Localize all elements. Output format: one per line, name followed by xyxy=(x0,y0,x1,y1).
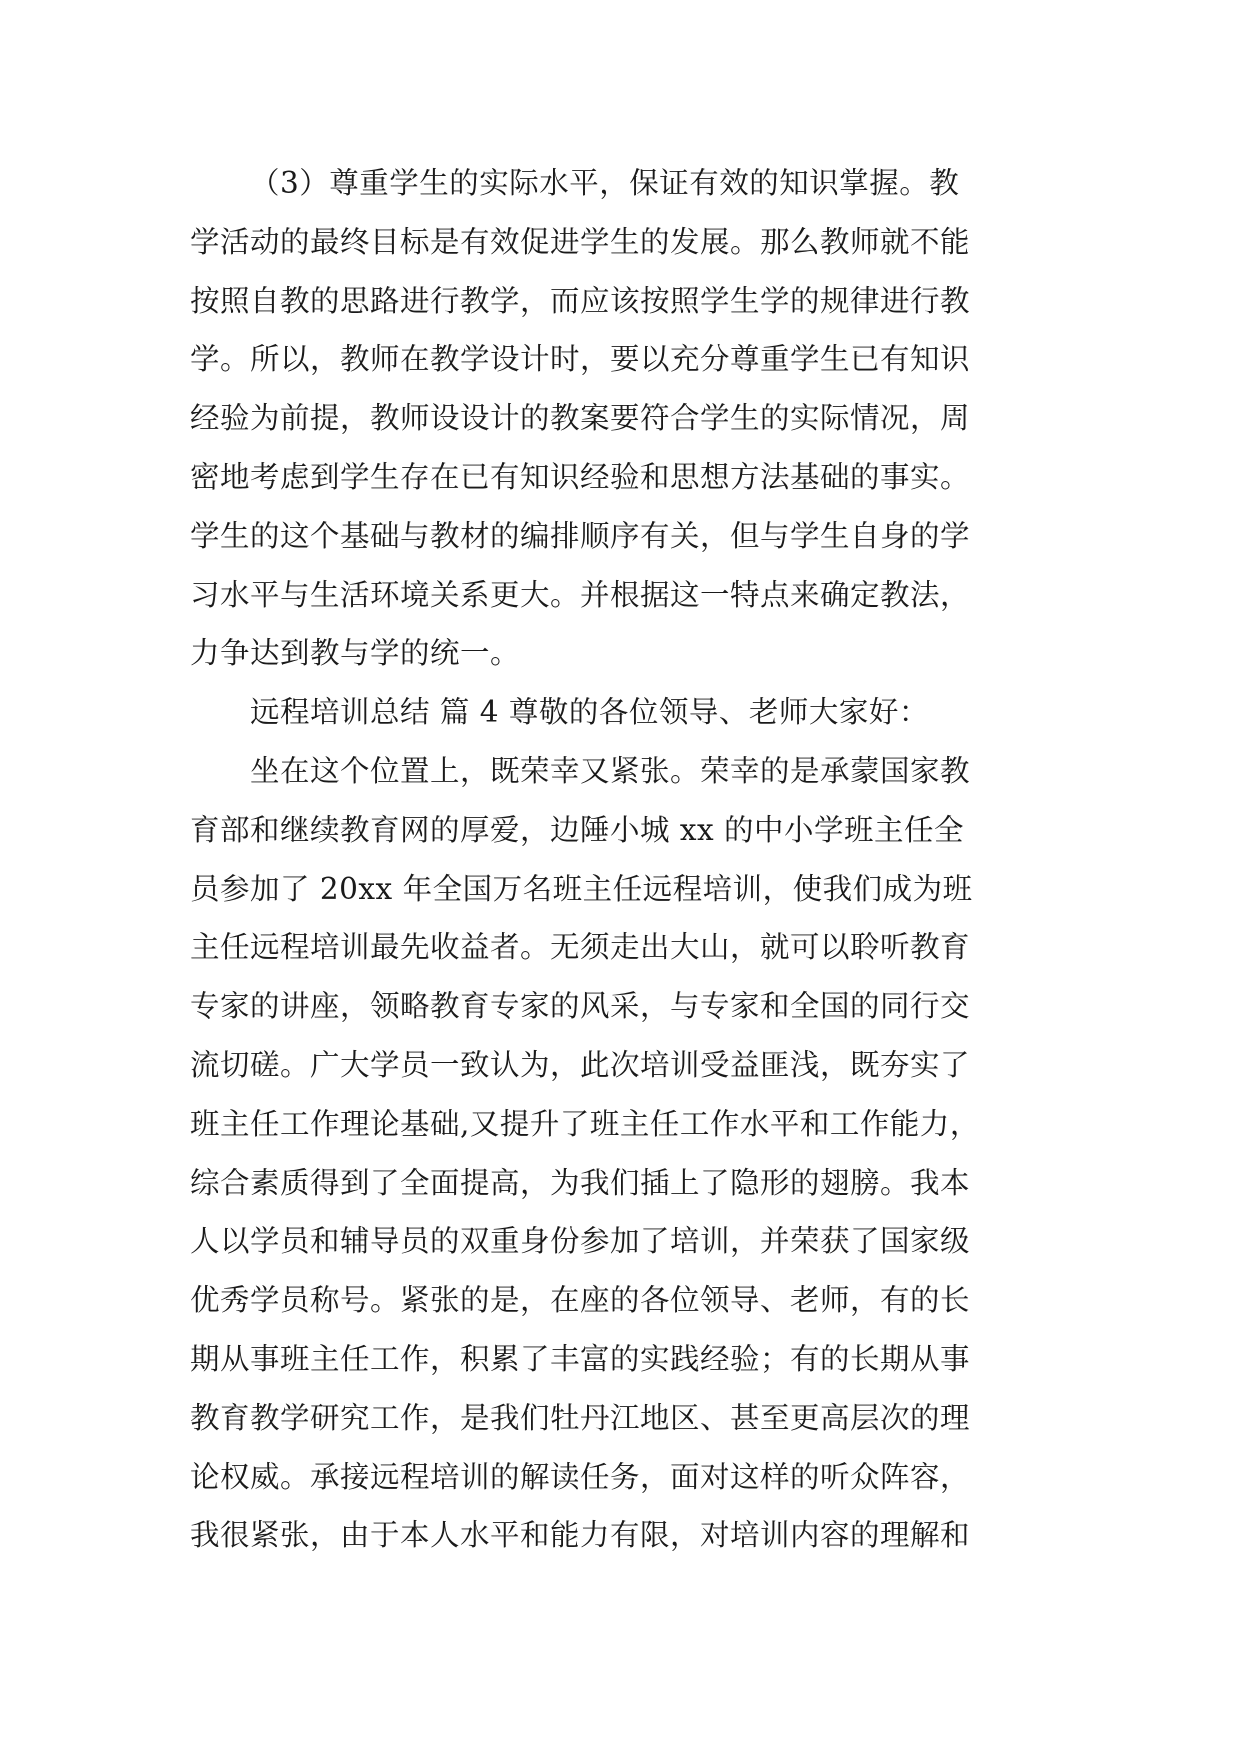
text-line: （3）尊重学生的实际水平，保证有效的知识掌握。教 xyxy=(250,166,960,200)
text-line: 习水平与生活环境关系更大。并根据这一特点来确定教法， xyxy=(190,577,971,612)
text-line: 学。所以，教师在教学设计时，要以充分尊重学生已有知识 xyxy=(190,342,971,377)
text-line: 育部和继续教育网的厚爱，边陲小城 xx 的中小学班主任全 xyxy=(190,812,965,847)
text-line: 密地考虑到学生存在已有知识经验和思想方法基础的事实。 xyxy=(190,459,971,494)
text-line: 力争达到教与学的统一。 xyxy=(190,636,521,671)
text-line: 流切磋。广大学员一致认为，此次培训受益匪浅，既夯实了 xyxy=(190,1047,971,1082)
text-line: 坐在这个位置上，既荣幸又紧张。荣幸的是承蒙国家教 xyxy=(250,753,971,788)
section-heading-line: 远程培训总结 篇 4 尊敬的各位领导、老师大家好： xyxy=(250,695,929,730)
text-line: 教育教学研究工作，是我们牡丹江地区、甚至更高层次的理 xyxy=(190,1400,971,1435)
text-line: 学生的这个基础与教材的编排顺序有关，但与学生自身的学 xyxy=(190,518,971,553)
text-line: 学活动的最终目标是有效促进学生的发展。那么教师就不能 xyxy=(190,224,971,259)
text-line: 专家的讲座，领略教育专家的风采，与专家和全国的同行交 xyxy=(190,989,971,1024)
text-line: 我很紧张，由于本人水平和能力有限，对培训内容的理解和 xyxy=(190,1518,971,1553)
text-line: 主任远程培训最先收益者。无须走出大山，就可以聆听教育 xyxy=(190,930,971,965)
text-line: 期从事班主任工作，积累了丰富的实践经验；有的长期从事 xyxy=(190,1341,971,1376)
text-line: 论权威。承接远程培训的解读任务，面对这样的听众阵容， xyxy=(190,1459,971,1494)
text-line: 人以学员和辅导员的双重身份参加了培训，并荣获了国家级 xyxy=(190,1224,971,1259)
text-line: 经验为前提，教师设设计的教案要符合学生的实际情况，周 xyxy=(190,401,971,436)
document-body xyxy=(190,154,1070,1565)
text-line: 优秀学员称号。紧张的是，在座的各位领导、老师，有的长 xyxy=(190,1283,971,1318)
text-line: 综合素质得到了全面提高，为我们插上了隐形的翅膀。我本 xyxy=(190,1165,971,1200)
text-line: 班主任工作理论基础,又提升了班主任工作水平和工作能力， xyxy=(190,1106,980,1141)
text-line: 按照自教的思路进行教学，而应该按照学生学的规律进行教 xyxy=(190,283,971,318)
text-line: 员参加了 20xx 年全国万名班主任远程培训，使我们成为班 xyxy=(190,871,973,906)
